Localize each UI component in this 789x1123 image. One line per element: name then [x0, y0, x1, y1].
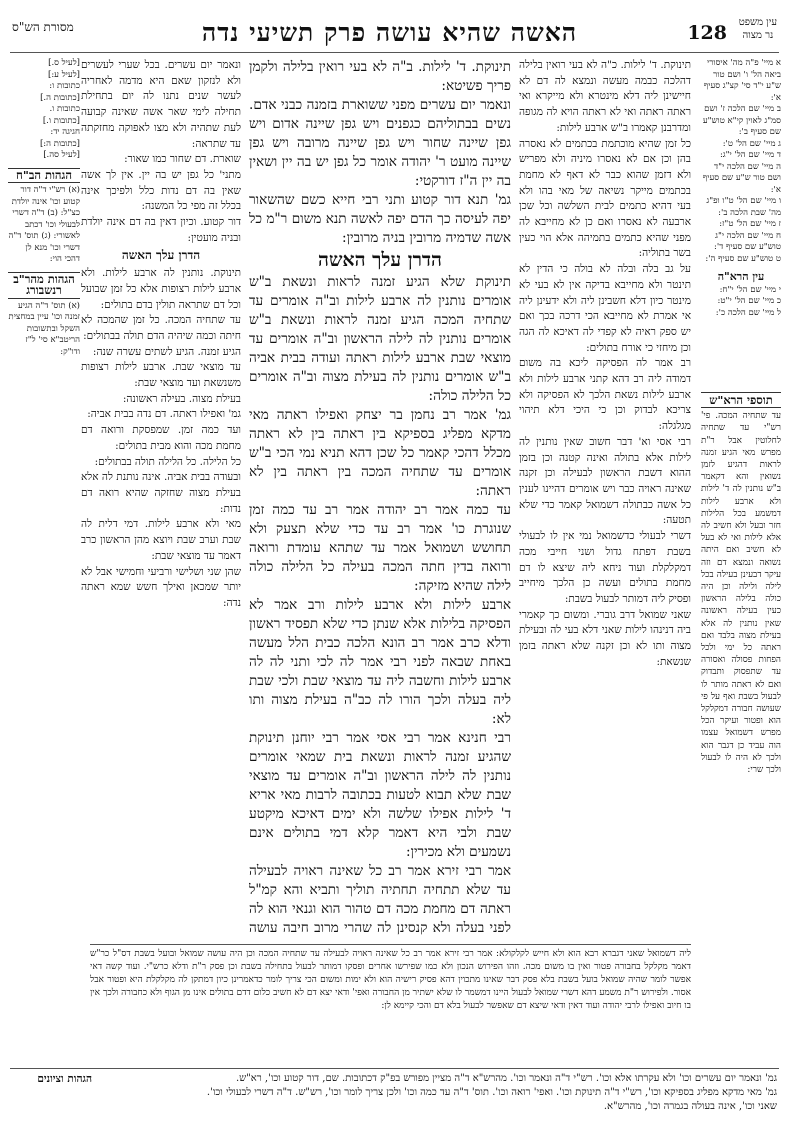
- margin-reference: כתובות ו:: [49, 81, 80, 91]
- footer-rule: [10, 1068, 779, 1069]
- ein-mishpat-entry: ז מיי' שם הל' ט"ז:: [719, 219, 781, 229]
- ein-hare-title: עין הרא"ה: [717, 270, 765, 283]
- bottom-rule: [90, 944, 691, 945]
- left-commentary-p3: מתני' כל גפן יש בה יין. אין לך אשה שאין בה דם נדות כלל ולפיכך אינה בכלל זה מפי כל המשנה:: [81, 168, 241, 213]
- right-commentary-p6: דשרי לבעולי כדשמואל נמי אין לו לבעולי בשבת דפתח גדול ושני חייבי מכה דמקלקלת ועוד ניחא ליה שיצא לו דם מחמת בתולים ועשה כן הלכך מיחייב ופסיק ליה דמותר לבעול בשבת:: [519, 530, 691, 605]
- left-commentary-p5: תינוקת. נותנין לה ארבע לילות. ולא ארבע לילות רצופות אלא כל זמן שבועל וכל דם שתראה תולין בדם בתולים:: [81, 267, 241, 311]
- main-text-p6: עד כמה אמר רב יהודה אמר רב עד כמה זמן שנוגרת כו' אמר רב עד כדי שלא תצעק ולא תחושש ושמואל אמר עד שתהא עומדת ורואה ורואה בדין חתה המכה בעילה כל הלילה כולה לילה שהיא מזיקה:: [249, 502, 511, 594]
- left-commentary-p6: עד שתחיה המכה. כל זמן שהמכה לא חיתה וכמה שיהיה הדם תולה בבתולים:: [81, 314, 241, 342]
- ein-mishpat-entry: ח מיי' שם הלכה י"ג טוש"ע שם סעיף ד':: [713, 230, 781, 252]
- main-text-p3: גמ' תנא דור קטוע ותני רבי חייא כשם שהשאור יפה לעיסה כך הדם יפה לאשה תנא משום ר"מ כל אשה שדמיה מרובין בניה מרובין:: [249, 192, 511, 246]
- ein-mishpat-entry: ב מיי' שם הלכה ז' ושם סמ"ג לאוין קי"א טוש"ע שם סעיף ב':: [702, 104, 781, 137]
- ein-mishpat-entry: ו מיי' שם הל' ט"ו ופ"ג מה' שבת הלכה ב':: [706, 196, 781, 218]
- tosafot-harosh-text: עד שתחיה המכה. פי' רש"י עד שתחיה לחלוטין אבל ר"ת מפרש מאי הגיע זמנה לראות דהגיע לזמן נשואין והא דקאמר ב"ש נותנין לה ד' לילות ולא ארבע לילות דמשמע בכל הלילות חזר ובעל ולא חשיב לה אלא לילות ואי לא בעל לא חשיב ואם היתה נשואה ונמצא דם וזה עיקר דבעינן בעילה בכל לילה ולילה וכן היה כולה בלילה הראשון כעין בעילה ראשונה שאין נותנין לה אלא בעילת מצוה בלבד ואם ראתה כל ימי ולכל הפחות פסולה ואסורה עד שתפסוק ותבדוק ואם לא ראתה מותר לו לבעול בשבת ואף על פי שעושה חבורה דמקלקל הוא ופטור ועיקר הכל מפרש דשמואל עצמו הוה עביד כן דגבר הוא ולכך לא היה לו לבעול ולכך שרי:: [701, 411, 781, 776]
- footer-title: הגהות וציונים: [37, 1073, 92, 1085]
- right-commentary-p1: תינוקת. ד' לילות. כ"ה לא בעי רואין בלילה דהלכה כבמה מעשה ונמצא לה דם לא חיישינן ליה דלא מינטרא ולא מייקרא ואי ראתה ראתה ואי לא ראתה הויא לה מגופה ומדרבנן קאמרו ב"ש ארבע לילות:: [519, 59, 691, 134]
- left-commentary-p2: שוארת. דם שחור כמו שאור:: [124, 153, 241, 166]
- left-commentary-p12: כל הלילה. כל הלילה תולה בבתולים:: [94, 455, 241, 468]
- footer-line-2: גמ' מאי מדקא מפליג בספיקא וכו', רש"י ד"ה תינוקת וכו'. ואפי' רואה וכו'. תוס' ד"ה עד כמה וכו' ולכן צריך לומר וכו', רש"ש. ד"ה דשרי לבעולי וכו'.: [206, 1087, 777, 1098]
- right-commentary-p7: שאני שמואל דרב גוברי. ומשום כך קאמרי ביה דנינהו לילות שאני דלא בעי לה ובעילת מצוה ותו לא וכן זקנה שלא ראתה בזמן שנשאת:: [519, 608, 691, 668]
- bottom-notes-text: ליה דשמואל שאני דגברא רבא הוא ולא חייש לקלקולא: אמר רבי זירא אמר רב כל שאינה ראויה לבעילה עד שתחיה המכה וכן היה עושה שמואל ובועל בשבת דס"ל כר"ש דאמר מקלקל בחבורה פטור ואין בו משום מכה. וזהו הפירוש הנכון ולא כמו שפירשו אחרים ופסקו דמותר לבעול בתחילה בשבת וכן פסק ר"ת ודלא כרש"י. ועוד קשה דאי אפשר לומר שהיה שמואל בועל בשבת בלא פסק דבר שאינו מתכוין דהא פסיק רישיה הוא ולא ימות ומשום הכי צריך לומר כדאמרינן כיון דמתקן לה מקלקלת היא ופטור אבל אסור. ולפירוש ר"ת משמע דהא דשרי שמואל לבעול היינו דמשמר לו שלא ישתיר מן החבורה ואפי' ודאי יצא דם לא חשיב כלום דדם בתולים אינו מן הגוף ולא כחבורה ולכך אין בו חיוב ואפילו לרבי יהודה ועוד דאין ודאי שיצא דם שאפשר לבעול בלא דם והכי קיימא לן:: [90, 949, 691, 1011]
- ein-mishpat-entry: ט טוש"ע שם סעיף ה':: [705, 253, 781, 264]
- margin-reference: [לעיל ע:]: [48, 69, 80, 80]
- left-commentary-p9: בעילת מצוה. בעילה ראשונה:: [122, 392, 241, 405]
- haghot-maharshal-title: הגהות מהר"ב רנשבורג: [8, 272, 80, 299]
- main-text-p8: רבי חנינא אמר רבי אסי אמר רבי יוחנן תינוקת שהגיע זמנה לראות ונשאת בית שמאי אומרים נותנין לה לילה הראשון וב"ה אומרים עד מוצאי שבת שלא תבוא לטעות בכתובה לרבות מאי אריא ד' לילות אפילו שלשה ולא ימים דאיכא מיקטע שבת ולבי היא דאמר קלא דמי בתולים אינם נשמעים ולא מכירין:: [249, 730, 511, 860]
- ein-hare-entry: כ מיי' שם הל' י"ט:: [717, 296, 781, 306]
- left-commentary-column: [81, 58, 241, 938]
- main-text-p1: תינוקת. ד' לילות. ב"ה לא בעי רואין בלילה ולקמן פריך פשיטא:: [249, 59, 511, 94]
- margin-reference: [לעיל סה.]: [43, 150, 80, 160]
- page-header: [12, 14, 777, 54]
- ein-hare-list: [701, 285, 781, 320]
- footer-line-3: שאני וכו', אינה בעולה בגמרה וכו', מהרש"א.: [603, 1101, 777, 1112]
- main-text-p2: ונאמר יום עשרים מפני ששוארת בזמנה כבני אדם. נשים בבתוליהם כגפנים ויש גפן שיינה אדום ויש גפן שיינה שחור ויש גפן שיינה מרובה ויש גפן שיינה מועט ר' יהודה אומר כל גפן יש בה יין ושאין בה יין ה"ז דורקטי:: [249, 97, 511, 189]
- ein-mishpat-list: [701, 58, 781, 265]
- left-commentary-p8: עד מוצאי שבת. ארבע לילות רצופות משנשאת ועד מוצאי שבת:: [81, 361, 241, 390]
- margin-reference: [כתובות ה.]: [40, 92, 80, 103]
- hadran-heading: הדרן עלך האשה: [318, 249, 442, 271]
- footer: [12, 1072, 777, 1116]
- hadran-small-heading: הדרן עלך האשה: [121, 248, 201, 263]
- haghot-maharshal-text: (א) תוס' ד"ה הגיע זמנה וכו' עיין במחצית השקל ובתשובות הריטב"א סי' ל"ז ודו"ק:: [8, 300, 80, 357]
- haghot-bach-text: (א) רש"י ד"ה דור קטוע וכו' אינה יולדת כצ"ל: (ב) ד"ה דשרי לבעולי וכו' דכתב לאשורי: (ג) תוס' ד"ה דשרי וכו' מנא לן דהכי הוי:: [8, 185, 80, 264]
- margin-reference: [כתובות ו.]: [42, 115, 80, 126]
- left-commentary-p7: הגיע זמנה. הגיע לשתים עשרה שנה:: [92, 345, 241, 358]
- main-text-p4: תינוקת שלא הגיע זמנה לראות ונשאת ב"ש אומרים נותנין לה ארבע לילות וב"ה אומרים עד שתחיה המכה הגיע זמנה לראות ונשאת ב"ש אומרים נותנין לה לילה הראשון וב"ה אומרים עד מוצאי שבת ארבע לילות ראתה ועודה בבית אביה ב"ש אומרים נותנין לה בעילת מצוה וב"ה אומרים כל הלילה כולה:: [249, 274, 511, 404]
- main-text-p9: אמר רבי זירא אמר רב כל שאינה ראויה לבעילה עד שלא תתחיה תחתיה תוליך ותביא והא קמ"ל ראתה דם מחמת מכה דם טהור הוא וגנאי הוא לה לפני בעלה ולא קנסינן לה שהרי מרוב חיבה עושה: [249, 863, 511, 936]
- left-commentary-p14: מאי ולא ארבע לילות. דמי דלית לה שבת וערב שבת ויוצא מהן הראשון כרב דאמר עד מוצאי שבת:: [81, 518, 241, 562]
- page-title: האשה שהיא עושה פרק תשיעי נדה: [201, 18, 578, 47]
- right-commentary-p5: רבי אסי וא' דבר חשוב שאין נותנין לה לילות אלא בתולה ואינה קטנה וכן בזמן ההוא דשבת הראשון לבעילה וכן זקנה שאינה ראויה כבר ויש אומרים דהיינו לענין כל אשה כבתולה דשמואל קאמר כדי שלא תטעה:: [519, 435, 691, 527]
- ein-mishpat-entry: א מיי' פ"ה מה' איסורי ביאה הל' ו' ושם טור ש"ע י"ד סי' קצ"ג סעיף א':: [703, 58, 781, 103]
- right-commentary-p3: על גב בלה ובלה לא בולה כי הדין לא תינטר ולא מחייבא בדיקה אין לא בעי לא מינטר כיון דלא חשבינן ליה ולא ידעינן ליה אי אמרת לא מחייבא הכי דרכה בכך ואם יש ספק ראיה לא קפדי לה דאיכא לה הגה וכן מיחזי כי אורח בתולים:: [519, 263, 691, 354]
- right-commentary-p4: רב אמר לה הפסיקה ליכא בה משום דמודה ליה רב דהא קתני ארבע לילות ולא ארבע לילות נשאת הלכך לא הפסיקה ולא צריכא לבדוק וכן כי היכי דלא תיהוי מגלגלה:: [519, 357, 691, 433]
- main-text-p7: ארבע לילות ולא ארבע לילות ורב אמר לא הפסיקה בלילות אלא שנתן כדי שלא תפסיד ראשון ודלא כרב אמר רב הונא הלכה כבית הלל מעשה באחת שבאה לפני רבי אמר לה לכי ותני לה לה ארבע לילות וחשבה ליה עד מוצאי שבת ולכי שבת ליה בעלה ולכך הורו לה כב"ה בעילת מצוה ותו לא:: [249, 597, 511, 727]
- ein-mishpat-label: עין משפט נר מצוה: [738, 17, 777, 41]
- ein-mishpat-entry: ג מיי' שם הל' ט':: [722, 138, 781, 149]
- ein-mishpat-entry: ד מיי' שם הל' י"ג:: [719, 150, 781, 160]
- ein-mishpat-entry: ה מיי' שם הלכה י"ד ושם טור ש"ע שם סעיף א':: [702, 161, 781, 195]
- left-commentary-p4: דור קטוע. וכיון דאין בה דם אינה יולדת ובניה מועטין:: [81, 216, 241, 244]
- page-number: 128: [687, 22, 727, 44]
- margin-reference: [כתובות ה:]: [39, 138, 80, 149]
- left-commentary-p11: ועד כמה זמן. שמפסקת ורואה דם מחמת מכה והוא מבית בתולים:: [81, 424, 241, 452]
- tosafot-harosh-title: תוספי הרא"ש: [701, 392, 781, 408]
- footer-line-1: גמ' ונאמר יום עשרים וכו' ולא עקרתו אלא וכו'. רש"י ד"ה ונאמר וכו'. מהרש"א ד"ה מציין מפורש בפ"ק דכתובות. שם, דור קטוע וכו', רא"ש.: [235, 1073, 777, 1084]
- main-text-column: [249, 58, 511, 938]
- left-commentary-p13: ובעודה בבית אביה. אינה נותנת לה אלא בעילת מצוה שחזקה שהיא רואה דם נדות:: [81, 471, 241, 515]
- main-text-p5: גמ' אמר רב נחמן בר יצחק ואפילו ראתה מאי מדקא מפליג בספיקא בין ראתה בין לא ראתה מכלל דהכי קאמר כל שכן דהא תניא נמי הכי ב"ש אומרים עד שתחיה המכה בין ראתה בין לא ראתה:: [249, 407, 511, 499]
- left-margin-notes: [8, 58, 80, 938]
- right-commentary-p2: כל זמן שהיא מוכתמת בכתמים לא נאסרה בהן וכן אם לא נאסרו מיניה ולא מפריש ולא דזמן שהוא כבר לא דאף לא מחמת בכתמים מייקר נשיאה של מאי בהו ולא בעי דהיא כתמים לבית השלשה וכל שכן ארבעה לא נאסרו ואם כן לא מחייבא לה מפני שהיא כתמים בתמיהה אלא הוי כעין בשר בתוליה:: [519, 137, 691, 260]
- left-commentary-p10: גמ' ואפילו ראתה. דם נדה בבית אביה:: [87, 408, 241, 421]
- masoret-label: מסורת הש"ס: [12, 20, 74, 34]
- right-commentary-column: [519, 58, 691, 938]
- margin-reference: [לעיל ס.]: [48, 58, 80, 68]
- ein-hare-entry: ל מיי' שם הלכה כ':: [715, 307, 781, 318]
- left-commentary-p15: שהן שני ושלישי ורביעי וחמישי אבל לא יותר שמכאן ואילך חשש שמא ראתה נדה:: [81, 565, 241, 609]
- left-commentary-p1: ונאמר יום עשרים. בכל שערי לעשרים ולא לנזקון שאם היא מדמה לאחריה לעשר שנים נתנו לה יום בתחילת תחילה לימי שאר אשה שאינה קבועה לעת שתהיה ולא מצו לאפוקה מחזקתה עד שתראה:: [81, 59, 241, 150]
- header-rule: [10, 52, 779, 53]
- ein-mishpat-margin: [701, 58, 781, 388]
- margin-reference-list: [8, 58, 80, 162]
- ein-hare-entry: י מיי' שם הל' י"ח:: [719, 284, 781, 295]
- tosafot-harosh-column: [701, 392, 781, 992]
- margin-reference: כתובות ו.: [49, 104, 80, 114]
- haghot-bach-title: הגהות הב"ח: [8, 168, 80, 184]
- margin-reference: חגיגה יד:: [50, 127, 80, 137]
- bottom-notes: [90, 948, 691, 1064]
